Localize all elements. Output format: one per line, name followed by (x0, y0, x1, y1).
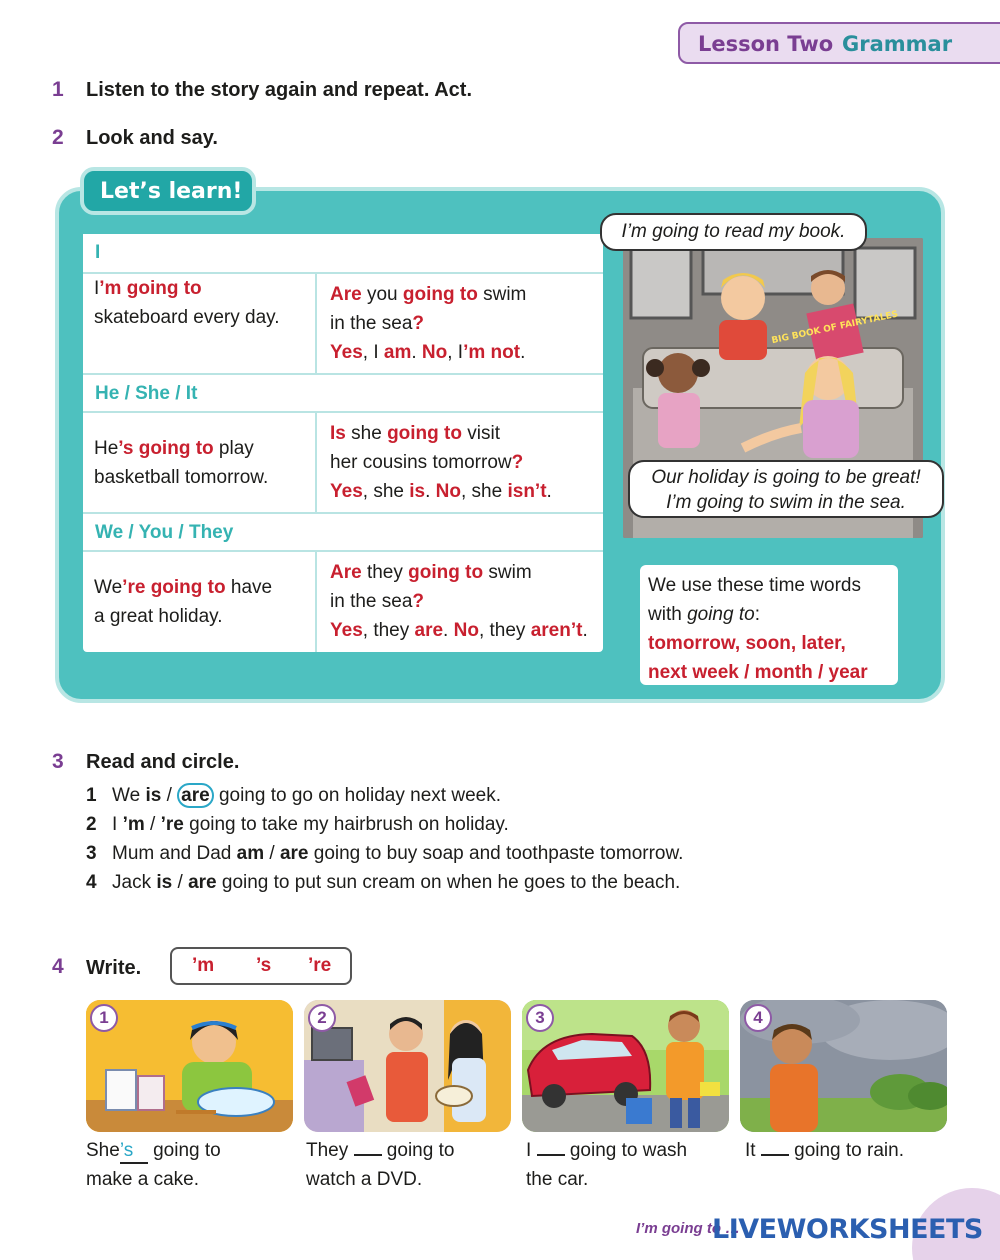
statement-he: He’s going to play basketball tomorrow. (94, 438, 269, 488)
option-are[interactable]: are (188, 872, 217, 893)
exercise-3-number: 3 (52, 750, 64, 773)
table-divider (315, 274, 317, 373)
scene-2-dvd (304, 1000, 511, 1132)
option-is[interactable]: is (156, 872, 173, 893)
caption-4: It going to rain. (745, 1140, 904, 1161)
question-she: Is she going to visit her cousins tomorrow? Yes, she is. No, she isn’t. (330, 423, 552, 502)
circle-item-2: 2 I ’m / ’re going to take my hairbrush on holiday. (86, 814, 509, 835)
statement-we: We’re going to have a great holiday. (94, 577, 273, 627)
circle-item-3: 3 Mum and Dad am / are going to buy soap and toothpaste tomorrow. (86, 843, 684, 864)
liveworksheets-watermark: LIVEWORKSHEETS (712, 1214, 983, 1245)
book-cover-text: BIG BOOK OF FAIRYTALES (770, 309, 900, 347)
option-re[interactable]: ’re (160, 814, 184, 835)
answer-field-2[interactable] (354, 1138, 382, 1156)
activity-1-number: 1 (52, 78, 64, 101)
activity-2-instruction: Look and say. (86, 127, 218, 149)
scene-1-baking (86, 1000, 293, 1132)
lesson-label: Lesson Two (698, 32, 834, 56)
table-divider (315, 552, 317, 652)
answer-field-3[interactable] (537, 1138, 565, 1156)
exercise-3-instruction: Read and circle. (86, 751, 240, 773)
grammar-table (83, 234, 603, 652)
scene-number-badge: 4 (744, 1004, 772, 1032)
lesson-header-tab (678, 22, 1000, 64)
scene-number-badge: 2 (308, 1004, 336, 1032)
footer-unit-title: I’m going to … (636, 1220, 741, 1237)
scene-4-rain (740, 1000, 947, 1132)
activity-1-instruction: Listen to the story again and repeat. Act. (86, 79, 472, 101)
topic-label: Grammar (842, 32, 953, 56)
lets-learn-title: Let’s learn! (100, 179, 243, 204)
section-heading-he-she-it: He / She / It (83, 373, 603, 413)
option-are-circled[interactable]: are (177, 783, 214, 808)
answer-field-1[interactable]: ’s (120, 1140, 148, 1164)
caption-3: I going to wash the car. (526, 1140, 688, 1190)
caption-1: She’s going to make a cake. (86, 1140, 221, 1190)
section-heading-we-you-they: We / You / They (83, 512, 603, 552)
exercise-4-instruction: Write. (86, 957, 142, 979)
answer-field-4[interactable] (761, 1138, 789, 1156)
section-heading-i: I (83, 234, 603, 274)
word-bank-re: ’re (308, 955, 332, 976)
option-are[interactable]: are (279, 843, 309, 864)
lets-learn-tab (80, 167, 256, 215)
word-bank-m: ’m (192, 955, 215, 976)
activity-2-number: 2 (52, 126, 64, 149)
caption-2: They going to watch a DVD. (306, 1140, 455, 1190)
option-m[interactable]: ’m (122, 814, 145, 835)
scene-3-car-wash (522, 1000, 729, 1132)
word-bank-s: ’s (256, 955, 272, 976)
word-bank (170, 947, 352, 985)
time-words-box: We use these time words with going to: tomorrow, soon, later, next week / month / year (640, 565, 898, 685)
statement-i: I’m going to skateboard every day. (94, 278, 280, 328)
speech-bubble-top: I’m going to read my book. (600, 213, 867, 251)
question-i: Are you going to swim in the sea? Yes, I am. No, I’m not. (330, 284, 527, 363)
circle-item-4: 4 Jack is / are going to put sun cream on when he goes to the beach. (86, 872, 681, 893)
question-they: Are they going to swim in the sea? Yes, they are. No, they aren’t. (330, 562, 588, 641)
scene-number-badge: 3 (526, 1004, 554, 1032)
scene-number-badge: 1 (90, 1004, 118, 1032)
exercise-4-number: 4 (52, 955, 64, 978)
speech-bubble-bottom: Our holiday is going to be great! I’m going to swim in the sea. (628, 460, 944, 518)
circle-item-1: 1 We is / are going to go on holiday next week. (86, 785, 501, 806)
option-am[interactable]: am (236, 843, 265, 864)
option-is[interactable]: is (145, 785, 162, 806)
table-divider (315, 413, 317, 512)
